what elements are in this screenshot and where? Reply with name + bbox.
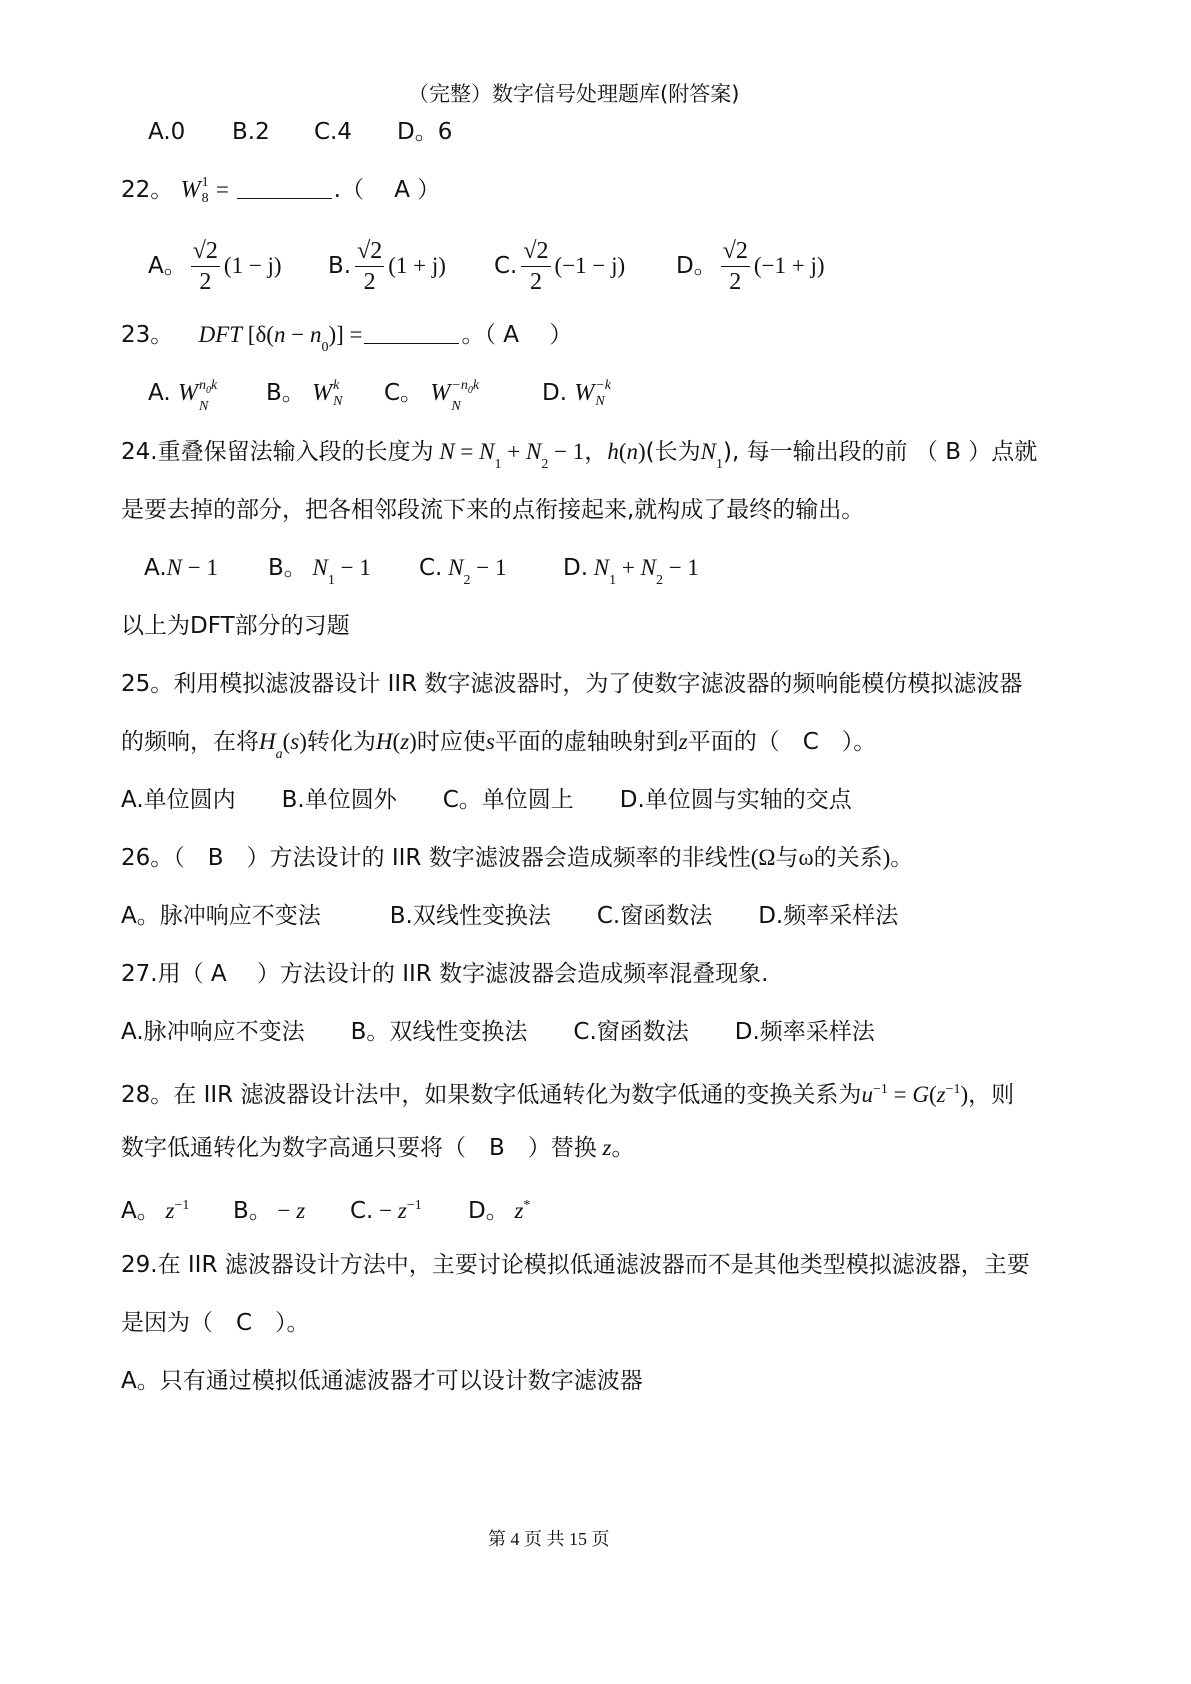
q28-option-d: D。 z* — [468, 1198, 531, 1224]
q25-line-1: 25。利用模拟滤波器设计 IIR 数字滤波器时，为了使数字滤波器的频响能模仿模拟滤波器 — [121, 671, 1023, 697]
q22-option-d: D。 $\frac{√2}{2}$ (−1 + j) — [676, 238, 825, 295]
q22-option-c: C. $\frac{√2}{2}$ (−1 − j) — [494, 238, 626, 295]
page-header-title: （完整）数字信号处理题库(附答案) — [408, 82, 740, 106]
q22-option-a: A。 $\frac{√2}{2}$ (1 − j) — [148, 238, 282, 295]
q29-line-1: 29.在 IIR 滤波器设计方法中，主要讨论模拟低通滤波器而不是其他类型模拟滤波器，主要 — [121, 1252, 1030, 1278]
q23-number: 23。 — [121, 322, 174, 348]
q22-number: 22。 — [121, 177, 174, 203]
q22-answer: .（ A ） — [333, 177, 441, 203]
q24-option-c: C. $N_2 - 1$ — [419, 555, 507, 588]
q21-option-d: D。6 — [397, 119, 453, 145]
q23-blank — [364, 321, 459, 344]
q25-options: A.单位圆内 B.单位圆外 C。单位圆上 D.单位圆与实轴的交点 — [121, 787, 852, 813]
q28-line-2: 数字低通转化为数字高通只要将（ B ）替换 z。 — [121, 1135, 635, 1161]
q27-options: A.脉冲响应不变法 B。双线性变换法 C.窗函数法 D.频率采样法 — [121, 1019, 875, 1045]
q22-stem: 22。 W 1 8 = .（ A ） — [121, 175, 441, 206]
q29-line-2: 是因为（ C ）。 — [121, 1310, 310, 1336]
q22-options — [148, 236, 825, 297]
q28-option-a: A。 $z^{-1}$ — [121, 1198, 190, 1224]
q22-twiddle-factor: W 1 8 — [180, 175, 209, 206]
q24-option-d: D. $N_1 + N_2 - 1$ — [563, 555, 699, 588]
q24-option-a: A.N − 1 — [144, 555, 218, 581]
q28-option-c: C. − $z^{-1}$ — [350, 1198, 422, 1224]
q24-line-1: 24.重叠保留法输入段的长度为 $N = N_1 + N_2 - 1$，h(n)(长为$N_1$), 每一输出段的前 （ B ）点就 — [121, 439, 1038, 472]
q28-option-b: B。 − z — [233, 1198, 306, 1224]
q24-line-2: 是要去掉的部分，把各相邻段流下来的点衔接起来,就构成了最终的输出。 — [121, 497, 865, 523]
q26-options: A。脉冲响应不变法 B.双线性变换法 C.窗函数法 D.频率采样法 — [121, 903, 899, 929]
q23-options — [148, 378, 611, 415]
q21-option-c: C.4 — [314, 119, 353, 145]
q23-option-b: B。 W k N — [266, 378, 343, 409]
q24-options — [144, 553, 699, 596]
dft-section-note: 以上为DFT部分的习题 — [121, 613, 350, 639]
q21-option-a: A.0 — [148, 119, 186, 145]
q29-option-a: A。只有通过模拟低通滤波器才可以设计数字滤波器 — [121, 1368, 643, 1394]
q22-option-b: B. $\frac{√2}{2}$ (1 + j) — [328, 238, 446, 295]
page-footer: 第 4 页 共 15 页 — [488, 1529, 610, 1549]
q23-stem: 23。 DFT $[\delta(n - n_0)]$ = 。（ A ） — [121, 322, 573, 355]
q28-line-1: 28。在 IIR 滤波器设计法中，如果数字低通转化为数字低通的变换关系为$u^{-1} = G(z^{-1})$，则 — [121, 1082, 1015, 1108]
q28-options — [121, 1191, 530, 1226]
q23-answer: 。（ A ） — [461, 322, 573, 348]
q25-line-2: 的频响，在将$H_a(s)$转化为H(z)时应使s平面的虚轴映射到z平面的（ C ）。 — [121, 729, 877, 762]
q21-option-b: B.2 — [232, 119, 270, 145]
q23-option-a: A. W $n_0k$ N — [148, 378, 218, 414]
q22-blank — [237, 176, 332, 199]
q21-options — [148, 117, 452, 147]
q23-option-d: D. W −k N — [542, 378, 612, 409]
q23-option-c: C。 W $-n_0k$ N — [384, 378, 480, 414]
q26-stem: 26。（ B ）方法设计的 IIR 数字滤波器会造成频率的非线性(Ω与ω的关系)。 — [121, 845, 914, 871]
q24-option-b: B。 $N_1 - 1$ — [268, 555, 371, 588]
q27-stem: 27.用（ A ）方法设计的 IIR 数字滤波器会造成频率混叠现象. — [121, 961, 769, 987]
